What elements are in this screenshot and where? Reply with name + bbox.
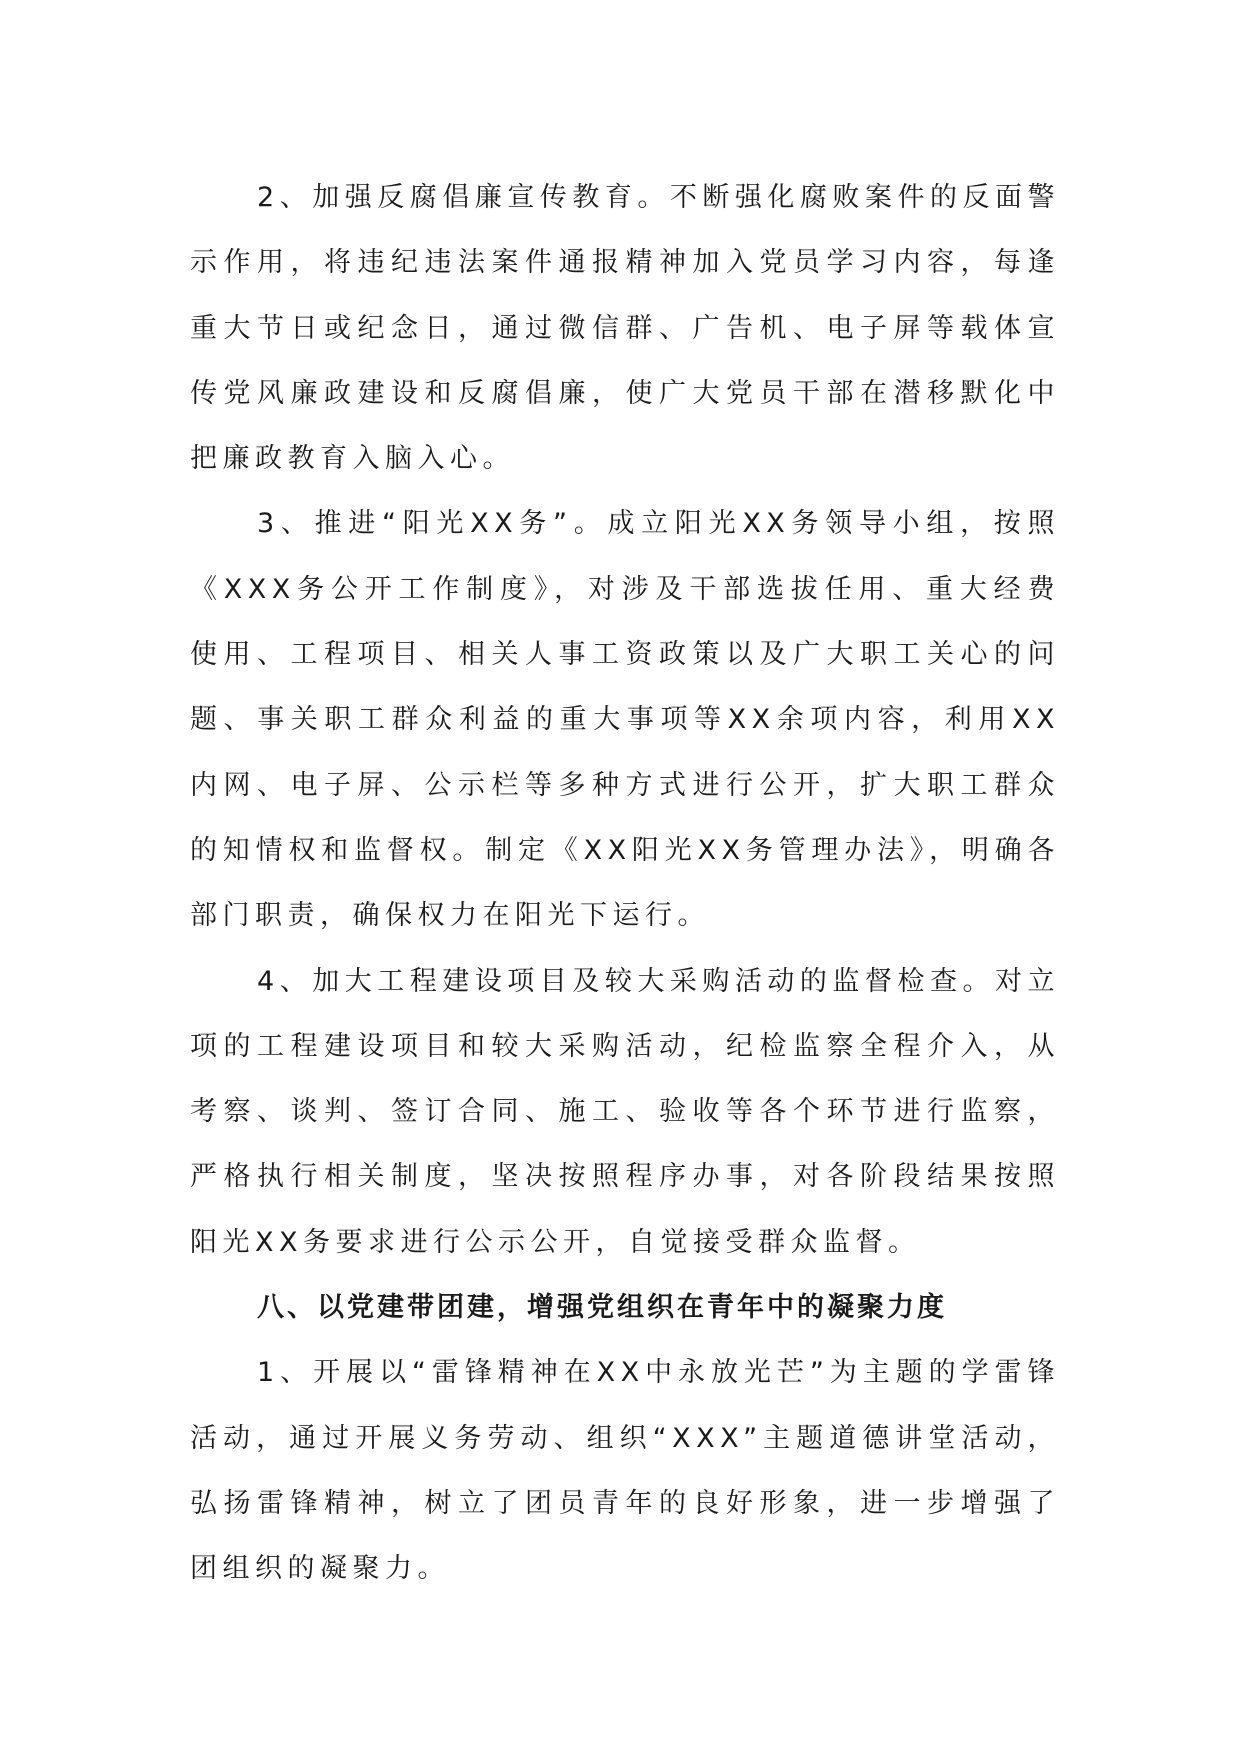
paragraph-project-supervision: 4、加大工程建设项目及较大采购活动的监督检查。对立项的工程建设项目和较大采购活动，纪检监察全程介入，从考察、谈判、签订合同、施工、验收等各个环节进行监察，严格执行相关制度，坚决按照程序办事，对各阶段结果按照阳光XX务要求进行公示公开，自觉接受群众监督。 (190, 965, 1060, 1258)
paragraph-lei-feng-activity: 1、开展以“雷锋精神在XX中永放光芒”为主题的学雷锋活动，通过开展义务劳动、组织“XXX”主题道德讲堂活动，弘扬雷锋精神，树立了团员青年的良好形象，进一步增强了团组织的凝聚力。 (190, 1357, 1060, 1585)
document-body (190, 165, 1060, 1602)
paragraph-sunshine-affairs: 3、推进“阳光XX务”。成立阳光XX务领导小组，按照《XXX务公开工作制度》，对涉及干部选拔任用、重大经费使用、工程项目、相关人事工资政策以及广大职工关心的问题、事关职工群众利益的重大事项等XX余项内容，利用XX内网、电子屏、公示栏等多种方式进行公开，扩大职工群众的知情权和监督权。制定《XX阳光XX务管理办法》，明确各部门职责，确保权力在阳光下运行。 (190, 508, 1060, 932)
paragraph-anti-corruption-education: 2、加强反腐倡廉宣传教育。不断强化腐败案件的反面警示作用，将违纪违法案件通报精神加入党员学习内容，每逢重大节日或纪念日，通过微信群、广告机、电子屏等载体宣传党风廉政建设和反腐倡廉，使广大党员干部在潜移默化中把廉政教育入脑入心。 (190, 182, 1060, 475)
section-heading-party-youth: 八、以党建带团建，增强党组织在青年中的凝聚力度 (257, 1292, 947, 1324)
